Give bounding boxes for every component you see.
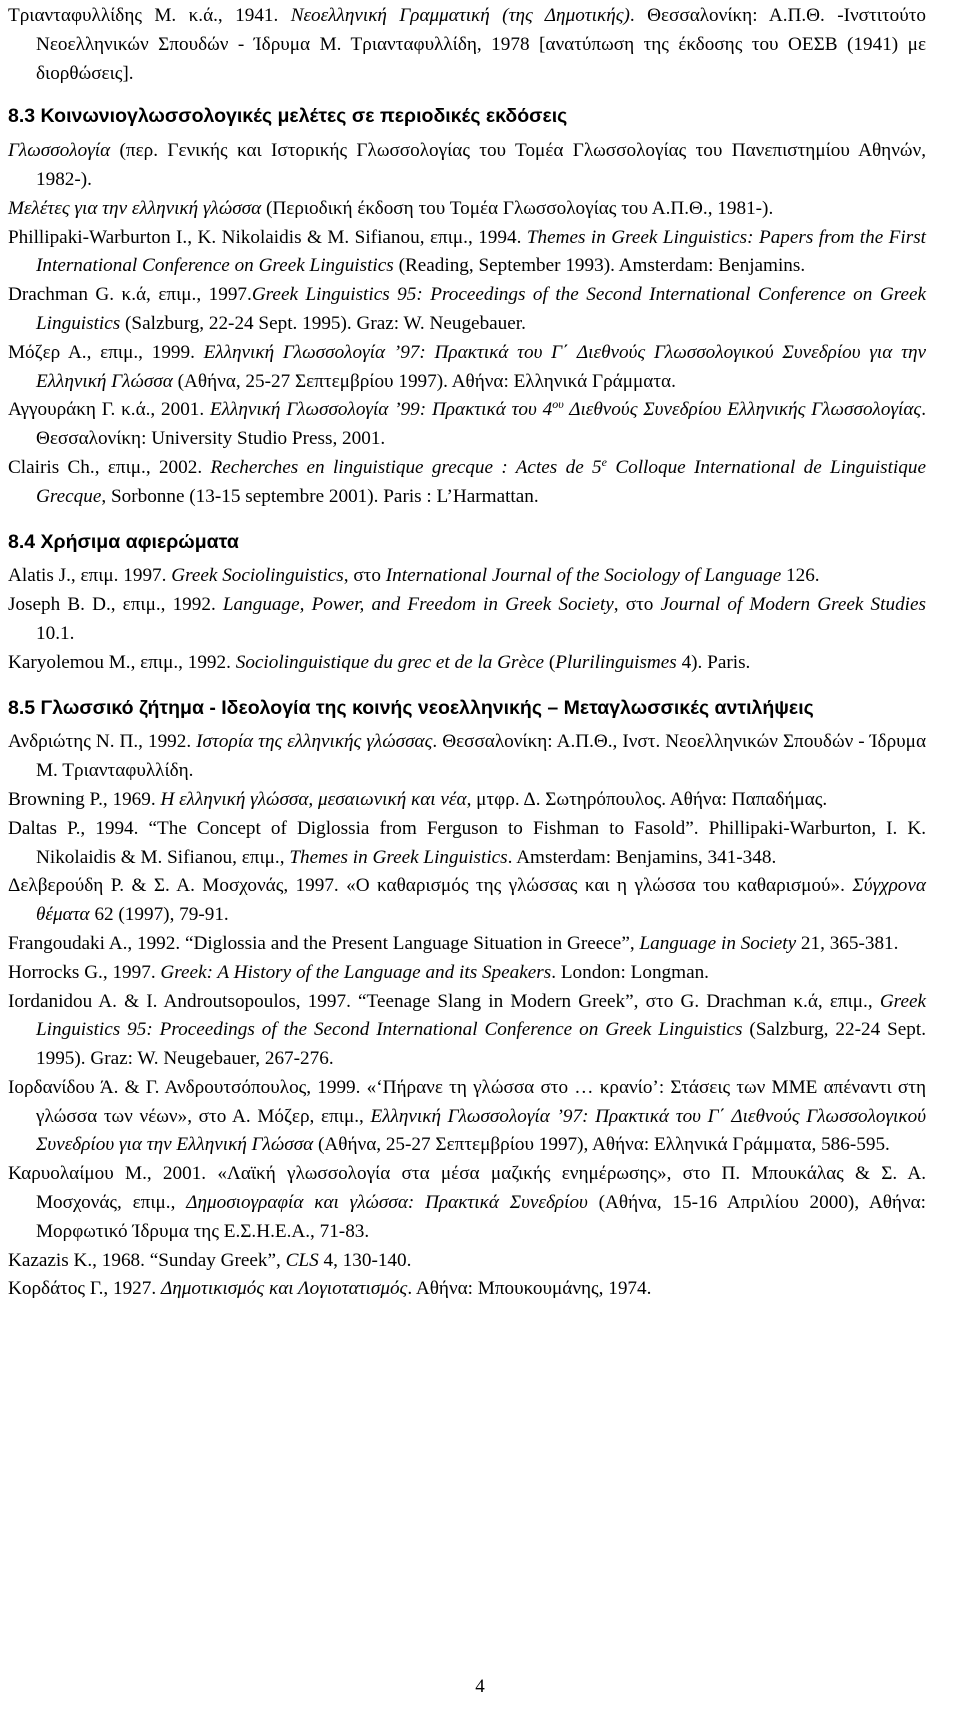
entry-text: ( [544, 651, 556, 673]
section-heading: 8.3 Κοινωνιογλωσσολογικές μελέτες σε περιοδικές εκδόσεις [8, 105, 568, 128]
superscript-text: e [601, 454, 607, 469]
entry-text: Kazazis K., 1968. “Sunday Greek”, [8, 1249, 286, 1271]
section-heading: 8.4 Χρήσιμα αφιερώματα [8, 530, 239, 553]
entry-text: Ανδριώτης Ν. Π., 1992. [8, 731, 197, 753]
entry-text: Browning P., 1969. [8, 788, 161, 810]
entry-text: Horrocks G., 1997. [8, 961, 161, 983]
bibliography-entry [8, 224, 926, 282]
entry-text: , μτφρ. Δ. Σωτηρόπουλος. Αθήνα: Παπαδήμας. [466, 788, 828, 810]
bibliography-entry [8, 872, 926, 930]
entry-text: (περ. Γενικής και Ιστορικής Γλωσσολογίας του Τομέα Γλωσσολογίας του Πανεπιστημίου Αθηνών, 1982-). [36, 140, 926, 190]
bibliography-entry [8, 1275, 926, 1304]
entry-text: . Θεσσαλονίκη: University Studio Press, 2001. [36, 399, 926, 450]
page-number: 4 [475, 1676, 485, 1697]
italic-title-text: Ελληνική Γλωσσολογία ’97: Πρακτικά του Γ΄ Διεθνούς Γλωσσολογικού Συνεδρίου για την Ελληνική Γλώσσα [36, 1105, 926, 1156]
entry-text: . Θεσσαλονίκη: Α.Π.Θ., Ινστ. Νεοελληνικών Σπουδών - Ίδρυμα Μ. Τριανταφυλλίδη. [36, 731, 927, 782]
bibliography-entry [8, 1074, 926, 1160]
entry-text: Ιορδανίδου Ά. & Γ. Ανδρουτσόπουλος, 1999. «‘Πήρανε τη γλώσσα στο … κρανίο’: Στάσεις των ΜΜΕ απέναντι στη γλώσσα των νέων», στο Α. Μόζερ, επιμ., [8, 1076, 926, 1127]
entry-text: (Αθήνα, 25-27 Σεπτεμβρίου 1997). Αθήνα: Ελληνικά Γράμματα. [172, 370, 676, 392]
bibliography-entry [8, 959, 926, 988]
entry-text: (Salzburg, 22-24 Sept. 1995). Graz: W. Neugebauer, 267-276. [36, 1019, 926, 1070]
italic-title-text: Plurilinguismes [555, 651, 677, 673]
entry-text: (Reading, September 1993). Amsterdam: Benjamins. [393, 255, 806, 277]
italic-title-text: Ιστορία της ελληνικής γλώσσας [196, 731, 433, 753]
entry-text: 10.1. [36, 622, 75, 644]
entry-text: 4, 130-140. [318, 1249, 412, 1271]
entry-text: Karyolemou M., επιμ., 1992. [8, 651, 236, 673]
entry-text: Iordanidou A. & I. Androutsopoulos, 1997. “Teenage Slang in Modern Greek”, στο G. Drachman κ.ά, επιμ., [8, 990, 880, 1012]
italic-title-text: Themes in Greek Linguistics: Papers from the First International Conference on Greek Linguistics [36, 226, 926, 277]
bibliography-entry [8, 930, 926, 959]
italic-title-text: Διεθνούς Συνεδρίου Ελληνικής Γλωσσολογίας [563, 399, 922, 421]
italic-title-text: Η ελληνική γλώσσα, μεσαιωνική και νέα [160, 788, 467, 810]
entry-text: 126. [781, 565, 820, 587]
bibliography-entry [8, 649, 926, 678]
italic-title-text: Language in Society [639, 932, 797, 954]
italic-title-text: Δημοτικισμός και Λογιοτατισμός [160, 1278, 408, 1300]
entry-text: . Αθήνα: Μπουκουμάνης, 1974. [407, 1278, 652, 1300]
section-heading: 8.5 Γλωσσικό ζήτημα - Ιδεολογία της κοινής νεοελληνικής – Μεταγλωσσικές αντιλήψεις [8, 696, 814, 719]
entry-text: Phillipaki-Warburton I., K. Nikolaidis & M. Sifianou, επιμ., 1994. [8, 226, 527, 248]
bibliography-entry [8, 2, 926, 88]
italic-title-text: Sociolinguistique du grec et de la Grèce [235, 651, 545, 673]
entry-text: Clairis Ch., επιμ., 2002. [8, 456, 211, 478]
entry-text: Drachman G. κ.ά, επιμ., 1997. [8, 284, 252, 306]
bibliography-entry [8, 562, 926, 591]
italic-title-text: Μελέτες για την ελληνική γλώσσα [8, 197, 262, 219]
bibliography-body [8, 2, 926, 1304]
bibliography-entry [8, 728, 926, 786]
entry-text: Καρυολαίμου Μ., 2001. «Λαϊκή γλωσσολογία στα μέσα μαζικής ενημέρωσης», στο Π. Μπουκάλας & Σ. Α. Μοσχονάς, επιμ., [8, 1163, 926, 1214]
entry-text: , στο [343, 565, 386, 587]
entry-text: . London: Longman. [551, 961, 709, 983]
bibliography-entry [8, 137, 926, 195]
italic-title-text: Greek Sociolinguistics [171, 565, 344, 587]
italic-title-text: Greek Linguistics 95: Proceedings of the Second International Conference on Greek Linguistics [36, 990, 926, 1041]
entry-text: , στο [613, 594, 661, 616]
italic-title-text: International Journal of the Sociology of Language [385, 565, 782, 587]
bibliography-entry [8, 786, 926, 815]
entry-text: 4). Paris. [676, 651, 751, 673]
entry-text: Τριανταφυλλίδης Μ. κ.ά., 1941. [8, 5, 291, 26]
bibliography-entry [8, 454, 926, 512]
italic-title-text: Themes in Greek Linguistics [289, 846, 508, 868]
bibliography-entry [8, 396, 926, 454]
italic-title-text: Νεοελληνική Γραμματική (της Δημοτικής) [290, 5, 630, 26]
bibliography-entry [8, 339, 926, 397]
italic-title-text: Greek Linguistics 95: Proceedings of the Second International Conference on Greek Linguistics [36, 284, 926, 334]
italic-title-text: Σύγχρονα θέματα [36, 875, 926, 926]
entry-text: 62 (1997), 79-91. [89, 904, 229, 926]
italic-title-text: Colloque International de Linguistique Grecque [36, 456, 927, 507]
bibliography-entry [8, 988, 926, 1074]
entry-text: , Sorbonne (13-15 septembre 2001). Paris : L’Harmattan. [101, 485, 539, 507]
entry-text: (Salzburg, 22-24 Sept. 1995). Graz: W. Neugebauer. [120, 312, 526, 334]
bibliography-entry [8, 1247, 926, 1276]
entry-text: Κορδάτος Γ., 1927. [8, 1278, 161, 1300]
entry-text: Alatis J., επιμ. 1997. [8, 565, 172, 587]
entry-text: Μόζερ Α., επιμ., 1999. [8, 341, 204, 363]
italic-title-text: Ελληνική Γλωσσολογία ’99: Πρακτικά του 4 [209, 399, 553, 421]
bibliography-entry [8, 195, 926, 224]
entry-text: Frangoudaki A., 1992. “Diglossia and the Present Language Situation in Greece”, [8, 932, 640, 954]
entry-text: (Περιοδική έκδοση του Τομέα Γλωσσολογίας του Α.Π.Θ., 1981-). [261, 197, 774, 219]
italic-title-text: CLS [285, 1249, 319, 1271]
entry-text: . Amsterdam: Benjamins, 341-348. [507, 846, 777, 868]
entry-text: Joseph B. D., επιμ., 1992. [8, 594, 223, 616]
superscript-text: ου [552, 397, 564, 412]
entry-text: Δελβερούδη Ρ. & Σ. Α. Μοσχονάς, 1997. «Ο καθαρισμός της γλώσσας και η γλώσσα του καθαρισμού». [8, 875, 853, 897]
italic-title-text: Recherches en linguistique grecque : Actes de 5 [210, 456, 602, 478]
bibliography-entry [8, 815, 926, 873]
italic-title-text: Greek: A History of the Language and its Speakers [160, 961, 552, 983]
entry-text: . Θεσσαλονίκη: Α.Π.Θ. -Ινστιτούτο Νεοελληνικών Σπουδών - Ίδρυμα Μ. Τριανταφυλλίδη, 1978 [ανατύπωση της έκδοσης του ΟΕΣΒ (1941) με διορθώσεις]. [36, 5, 926, 84]
italic-title-text: Ελληνική Γλωσσολογία ’97: Πρακτικά του Γ΄ Διεθνούς Γλωσσολογικού Συνεδρίου για την Ελληνική Γλώσσα [36, 341, 926, 392]
italic-title-text: Γλωσσολογία [8, 140, 111, 162]
bibliography-entry [8, 281, 926, 339]
entry-text: Daltas P., 1994. “The Concept of Diglossia from Ferguson to Fishman to Fasold”. Phillipaki-Warburton, I. K. Nikolaidis & M. Sifianou, επιμ., [8, 817, 926, 868]
entry-text: Αγγουράκη Γ. κ.ά., 2001. [8, 399, 210, 421]
bibliography-entry [8, 591, 926, 649]
entry-text: 21, 365-381. [796, 932, 899, 954]
entry-text: (Αθήνα, 15-16 Απριλίου 2000), Αθήνα: Μορφωτικό Ίδρυμα της Ε.Σ.Η.Ε.Α., 71-83. [36, 1192, 926, 1242]
italic-title-text: Journal of Modern Greek Studies [660, 594, 926, 616]
italic-title-text: Δημοσιογραφία και γλώσσα: Πρακτικά Συνεδρίου [186, 1192, 588, 1214]
bibliography-entry [8, 1160, 926, 1246]
entry-text: (Αθήνα, 25-27 Σεπτεμβρίου 1997), Αθήνα: Ελληνικά Γράμματα, 586-595. [313, 1134, 890, 1156]
italic-title-text: Language, Power, and Freedom in Greek Society [222, 594, 614, 616]
